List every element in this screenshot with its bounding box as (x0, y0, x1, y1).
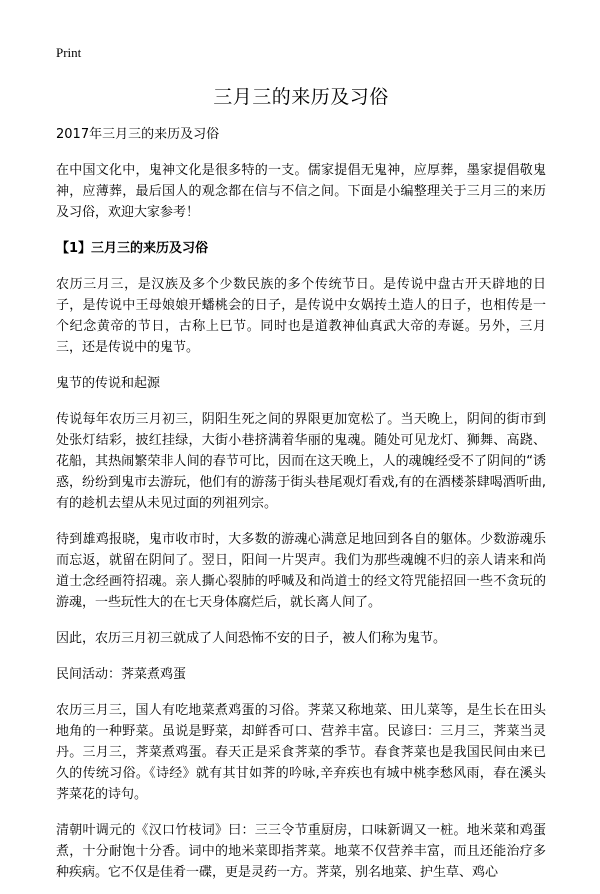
subheading-folk-activity: 民间活动：荠菜煮鸡蛋 (56, 667, 187, 682)
document-title: 三月三的来历及习俗 (213, 86, 389, 108)
paragraph-qing-poem: 清朝叶调元的《汉口竹枝词》曰：三三令节重厨房，口味新调又一桩。地米菜和鸡蛋煮，十分耐饱十分香。词中的地米菜即指荠菜。地菜不仅营养丰富，而且还能治疗多种疾病。它不仅是佳肴一碟，更是灵药一方。荠菜，别名地菜、护生草、鸡心 (56, 823, 546, 880)
intro-paragraph: 在中国文化中，鬼神文化是很多特的一支。儒家提倡无鬼神，应厚葬，墨家提倡敬鬼神，应薄葬，最后国人的观念都在信与不信之间。下面是小编整理关于三月三的来历及习俗，欢迎大家参考！ (56, 163, 546, 220)
paragraph-conclusion: 因此，农历三月初三就成了人间恐怖不安的日子，被人们称为鬼节。 (56, 631, 447, 646)
subheading-ghost-festival: 鬼节的传说和起源 (56, 376, 161, 391)
paragraph-origin: 农历三月三，是汉族及多个少数民族的多个传统节日。是传说中盘古开天辟地的日子，是传说中王母娘娘开蟠桃会的日子，是传说中女娲抟土造人的日子，也相传是一个纪念黄帝的节日，古称上巳节。同时也是道教神仙真武大帝的寿诞。另外，三月三，还是传说中的鬼节。 (56, 277, 546, 355)
print-link[interactable]: Print (56, 45, 82, 60)
article-subtitle: 2017年三月三的来历及习俗 (56, 127, 220, 142)
paragraph-dawn: 待到雄鸡报晓，鬼市收市时，大多数的游魂心满意足地回到各自的躯体。少数游魂乐而忘返，就留在阴间了。翌日，阳间一片哭声。我们为那些魂魄不归的亲人请来和尚道士念经画符招魂。亲人撕心裂肺的呼喊及和尚道士的经文符咒能招回一些不贪玩的游魂，一些玩性大的在七天身体腐烂后，就长离人间了。 (56, 532, 546, 610)
section-heading: 【1】三月三的来历及习俗 (56, 241, 209, 256)
article-body (56, 124, 546, 894)
paragraph-shepherds-purse: 农历三月三，国人有吃地菜煮鸡蛋的习俗。荠菜又称地菜、田儿菜等，是生长在田头地角的一种野菜。虽说是野菜，却鲜香可口、营养丰富。民谚曰：三月三，荠菜当灵丹。三月三，荠菜煮鸡蛋。春天正是采食荠菜的季节。春食荠菜也是我国民间由来已久的传统习俗。《诗经》就有其甘如荠的吟咏,辛弃疾也有城中桃李愁风雨，春在溪头荠菜花的诗句。 (56, 703, 546, 802)
paragraph-legend: 传说每年农历三月初三，阴阳生死之间的界限更加宽松了。当天晚上，阴间的街市到处张灯结彩，披红挂绿，大街小巷挤满着华丽的鬼魂。随处可见龙灯、狮舞、高跷、花船，其热闹繁荣非人间的春节可比，因而在这天晚上，人的魂魄经受不了阴间的“诱惑，纷纷到鬼市去游玩，他们有的游荡于街头巷尾观灯看戏,有的在酒楼茶肆喝酒听曲,有的趁机去望从未见过面的列祖列宗。 (56, 412, 546, 511)
document-page (56, 44, 546, 894)
